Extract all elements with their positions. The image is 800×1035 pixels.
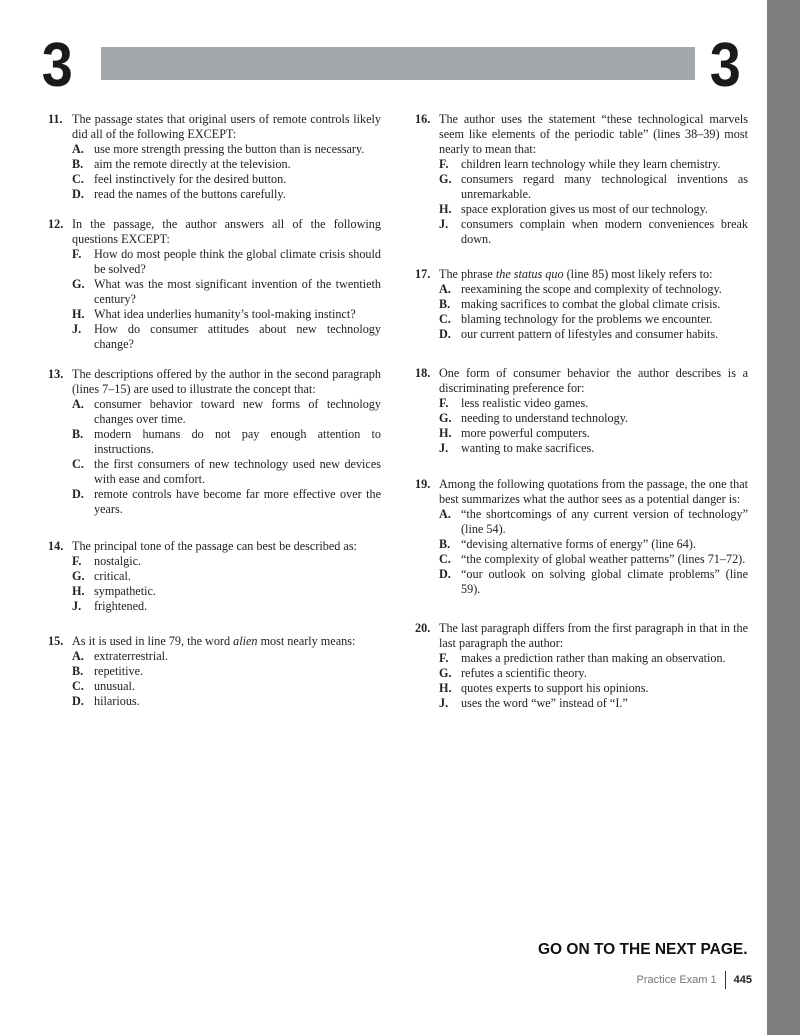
answer-option [439,396,748,411]
question-stem-row [415,366,748,396]
option-letter: J. [439,696,449,710]
question-stem-wrapper [72,539,381,554]
answer-option [72,599,381,614]
question-stem-wrapper [439,112,748,157]
answer-option [72,397,381,427]
question-stem [72,634,355,648]
answer-option [72,569,381,584]
question-16 [415,112,748,247]
option-letter: D. [72,694,84,708]
answer-option [72,664,381,679]
option-letter: B. [439,537,451,551]
option-letter: B. [72,664,84,678]
question-stem-wrapper [72,367,381,397]
option-text: reexamining the scope and complexity of technology. [461,282,722,296]
question-number: 18. [415,366,431,380]
answer-option [439,567,748,597]
answer-option [439,327,748,342]
question-stem [439,267,713,281]
option-text: makes a prediction rather than making an observation. [461,651,726,665]
option-letter: H. [439,202,452,216]
answer-option [72,322,381,352]
option-letter: A. [72,649,84,663]
option-text: hilarious. [94,694,140,708]
option-text: uses the word “we” instead of “I.” [461,696,628,710]
option-text: feel instinctively for the desired button. [94,172,287,186]
option-letter: G. [439,666,452,680]
stem-text: (line 85) most likely refers to: [563,267,713,281]
option-letter: J. [72,322,82,336]
answer-option [72,649,381,664]
option-letter: D. [72,187,84,201]
question-12 [48,217,381,352]
option-text: refutes a scientific theory. [461,666,587,680]
question-number: 13. [48,367,64,381]
option-letter: F. [439,651,449,665]
option-text: needing to understand technology. [461,411,629,425]
option-text: read the names of the buttons carefully. [94,187,286,201]
question-stem-wrapper [439,477,748,507]
answer-option [439,537,748,552]
answer-option [72,694,381,709]
option-text: consumers complain when modern conveniences break down. [461,217,748,246]
answer-option [439,681,748,696]
option-text: less realistic video games. [461,396,589,410]
answer-option [439,441,748,456]
option-letter: A. [72,397,84,411]
question-11 [48,112,381,202]
question-stem-wrapper [439,621,748,651]
question-stem-wrapper [439,366,748,396]
question-14 [48,539,381,614]
question-stem-row [415,477,748,507]
option-letter: G. [72,277,85,291]
option-letter: C. [72,457,84,471]
page-number: 445 [733,974,752,986]
answer-option [439,411,748,426]
option-text: remote controls have become far more effective over the years. [94,487,381,516]
stem-text: As it is used in line 79, the word [72,634,234,648]
option-letter: A. [72,142,84,156]
option-letter: C. [439,552,451,566]
option-letter: F. [72,247,82,261]
answer-option [439,507,748,537]
option-text: the first consumers of new technology used new devices with ease and comfort. [94,457,381,486]
answer-option [439,312,748,327]
page-edge-tab [767,0,800,1035]
answer-option [72,157,381,172]
question-number: 16. [415,112,431,126]
option-letter: D. [72,487,84,501]
option-text: critical. [94,569,131,583]
option-text: How do most people think the global climate crisis should be solved? [94,247,381,276]
answer-option [72,277,381,307]
question-stem: One form of consumer behavior the author describes is a discriminating preference for: [439,366,748,395]
option-text: “our outlook on solving global climate problems” (line 59). [461,567,748,596]
question-number: 19. [415,477,431,491]
exam-name: Practice Exam 1 [636,974,717,986]
page-footer [600,971,752,989]
answer-option [72,487,381,517]
go-on-notice: GO ON TO THE NEXT PAGE. [538,941,748,958]
question-stem-row [415,267,748,282]
answer-option [439,157,748,172]
option-text: unusual. [94,679,135,693]
question-number: 20. [415,621,431,635]
option-letter: J. [439,217,449,231]
answer-option [439,651,748,666]
option-letter: C. [72,172,84,186]
option-letter: B. [72,427,84,441]
option-letter: B. [72,157,84,171]
question-stem-row [48,634,381,649]
stem-emphasis: alien [233,634,258,648]
stem-emphasis: the status quo [495,267,564,281]
option-letter: A. [439,507,451,521]
option-text: frightened. [94,599,148,613]
option-letter: B. [439,297,451,311]
question-stem: The author uses the statement “these technological marvels seem like elements of the periodic table” (lines 38–39) most nearly to mean that: [439,112,748,156]
option-letter: A. [439,282,451,296]
option-text: “the shortcomings of any current version of technology” (line 54). [461,507,748,536]
option-letter: J. [72,599,82,613]
option-text: wanting to make sacrifices. [461,441,595,455]
option-text: consumer behavior toward new forms of technology changes over time. [94,397,381,426]
question-19 [415,477,748,597]
answer-option [72,457,381,487]
option-letter: D. [439,327,451,341]
option-text: nostalgic. [94,554,142,568]
answer-option [439,696,748,711]
option-text: What was the most significant invention of the twentieth century? [94,277,381,306]
option-letter: C. [439,312,451,326]
answer-option [439,666,748,681]
answer-option [72,679,381,694]
answer-option [439,282,748,297]
question-stem-row [48,217,381,247]
stem-text: The phrase [439,267,496,281]
option-text: extraterrestrial. [94,649,169,663]
option-text: space exploration gives us most of our technology. [461,202,708,216]
answer-option [72,142,381,157]
question-13 [48,367,381,517]
option-letter: G. [439,411,452,425]
option-text: blaming technology for the problems we encounter. [461,312,713,326]
section-header-bar [101,47,695,80]
question-stem-row [415,621,748,651]
option-letter: F. [72,554,82,568]
question-stem: The principal tone of the passage can best be described as: [72,539,357,553]
answer-option [72,172,381,187]
stem-text: most nearly means: [257,634,356,648]
option-letter: J. [439,441,449,455]
question-number: 15. [48,634,64,648]
option-text: aim the remote directly at the television. [94,157,291,171]
answer-option [72,307,381,322]
option-letter: H. [72,584,85,598]
question-stem-wrapper [72,634,381,649]
option-text: our current pattern of lifestyles and consumer habits. [461,327,719,341]
section-number-right: 3 [709,31,741,100]
option-letter: D. [439,567,451,581]
question-20 [415,621,748,711]
option-text: children learn technology while they learn chemistry. [461,157,721,171]
option-text: quotes experts to support his opinions. [461,681,649,695]
question-15 [48,634,381,709]
question-stem-wrapper [72,112,381,142]
question-stem-row [48,367,381,397]
answer-option [439,297,748,312]
question-18 [415,366,748,456]
option-letter: C. [72,679,84,693]
option-letter: H. [439,681,452,695]
answer-option [72,584,381,599]
footer-divider [725,971,726,989]
question-17 [415,267,748,342]
answer-option [72,187,381,202]
option-text: more powerful computers. [461,426,590,440]
question-number: 12. [48,217,64,231]
option-letter: F. [439,396,449,410]
option-text: repetitive. [94,664,144,678]
question-stem-wrapper [72,217,381,247]
option-text: How do consumer attitudes about new technology change? [94,322,381,351]
option-text: What idea underlies humanity’s tool-making instinct? [94,307,356,321]
option-text: making sacrifices to combat the global climate crisis. [461,297,721,311]
option-text: use more strength pressing the button than is necessary. [94,142,365,156]
answer-option [439,426,748,441]
question-stem: The last paragraph differs from the first paragraph in that in the last paragraph the author: [439,621,748,650]
question-stem-row [48,539,381,554]
option-text: “the complexity of global weather patterns” (lines 71–72). [461,552,746,566]
option-text: consumers regard many technological inventions as unremarkable. [461,172,748,201]
option-text: “devising alternative forms of energy” (line 64). [461,537,696,551]
question-stem: Among the following quotations from the passage, the one that best summarizes what the author sees as a potential danger is: [439,477,748,506]
question-stem: The passage states that original users of remote controls likely did all of the following EXCEPT: [72,112,381,141]
question-stem-row [48,112,381,142]
option-letter: G. [72,569,85,583]
question-number: 11. [48,112,63,126]
question-stem-row [415,112,748,157]
question-stem-wrapper [439,267,748,282]
section-number-left: 3 [41,31,73,100]
option-letter: H. [439,426,452,440]
option-letter: G. [439,172,452,186]
question-stem: The descriptions offered by the author in the second paragraph (lines 7–15) are used to illustrate the concept that: [72,367,381,396]
answer-option [439,552,748,567]
question-stem: In the passage, the author answers all of the following questions EXCEPT: [72,217,381,246]
answer-option [439,172,748,202]
answer-option [72,554,381,569]
answer-option [72,247,381,277]
question-number: 14. [48,539,64,553]
question-number: 17. [415,267,431,281]
answer-option [72,427,381,457]
answer-option [439,217,748,247]
option-text: sympathetic. [94,584,156,598]
option-letter: F. [439,157,449,171]
option-text: modern humans do not pay enough attention to instructions. [94,427,381,456]
option-letter: H. [72,307,85,321]
answer-option [439,202,748,217]
